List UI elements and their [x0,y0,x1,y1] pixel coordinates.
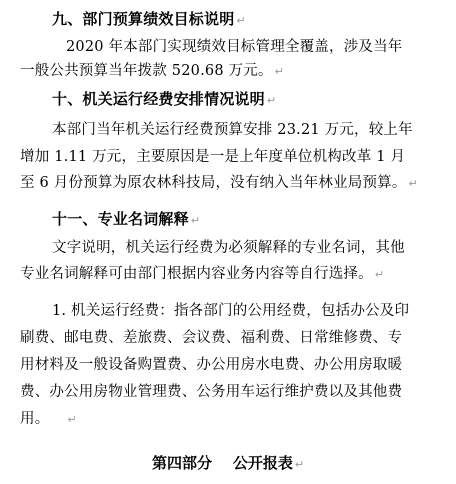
section-10-text-line: 增加 1.11 万元，主要原因是一是上年度单位机构改革 1 月 [20,149,406,165]
paragraph-mark-icon [295,458,304,471]
section-9-heading: 九、部门预算绩效目标说明 ↵ [52,10,246,30]
section-11-intro-line: 专业名词解释可由部门根据内容业务内容等自行选择。 ↵ [20,265,384,284]
paragraph-mark-icon [267,94,276,107]
paragraph-mark-icon [236,14,245,27]
paragraph-mark-icon [191,214,200,227]
section-11-heading: 十一、专业名词解释 ↵ [52,210,200,230]
section-10-text-line: 本部门当年机关运行经费预算安排 23.21 万元，较上年 [52,122,413,138]
paragraph-mark-icon [409,177,418,190]
section-11-intro-line: 文字说明，机关运行经费为必须解释的专业名词，其他 [52,240,405,256]
section-9-text-line: 2020 年本部门实现绩效目标管理全覆盖，涉及当年 [66,39,403,55]
section-10-heading: 十、机关运行经费安排情况说明 ↵ [52,90,276,110]
paragraph-mark-icon [67,413,76,426]
section-9-text-line: 一般公共预算当年拨款 520.68 万元。 ↵ [20,62,284,81]
part-4-title: 第四部分 公开报表 ↵ [0,454,456,474]
definition-item-line: 1. 机关运行经费：指各部门的公用经费，包括办公及印 [52,303,410,319]
definition-item-line: 费、办公用房物业管理费、公务用车运行维护费以及其他费 [20,384,403,400]
section-10-text-line: 至 6 月份预算为原农林科技局，没有纳入当年林业局预算。 ↵ [20,174,418,193]
paragraph-mark-icon [375,268,384,281]
paragraph-mark-icon [275,65,284,78]
definition-item-line: 刷费、邮电费、差旅费、会议费、福利费、日常维修费、专 [20,330,403,346]
definition-item-line: 用。 ↵ [20,410,77,429]
definition-item-line: 用材料及一般设备购置费、办公用房水电费、办公用房取暖 [20,357,403,373]
